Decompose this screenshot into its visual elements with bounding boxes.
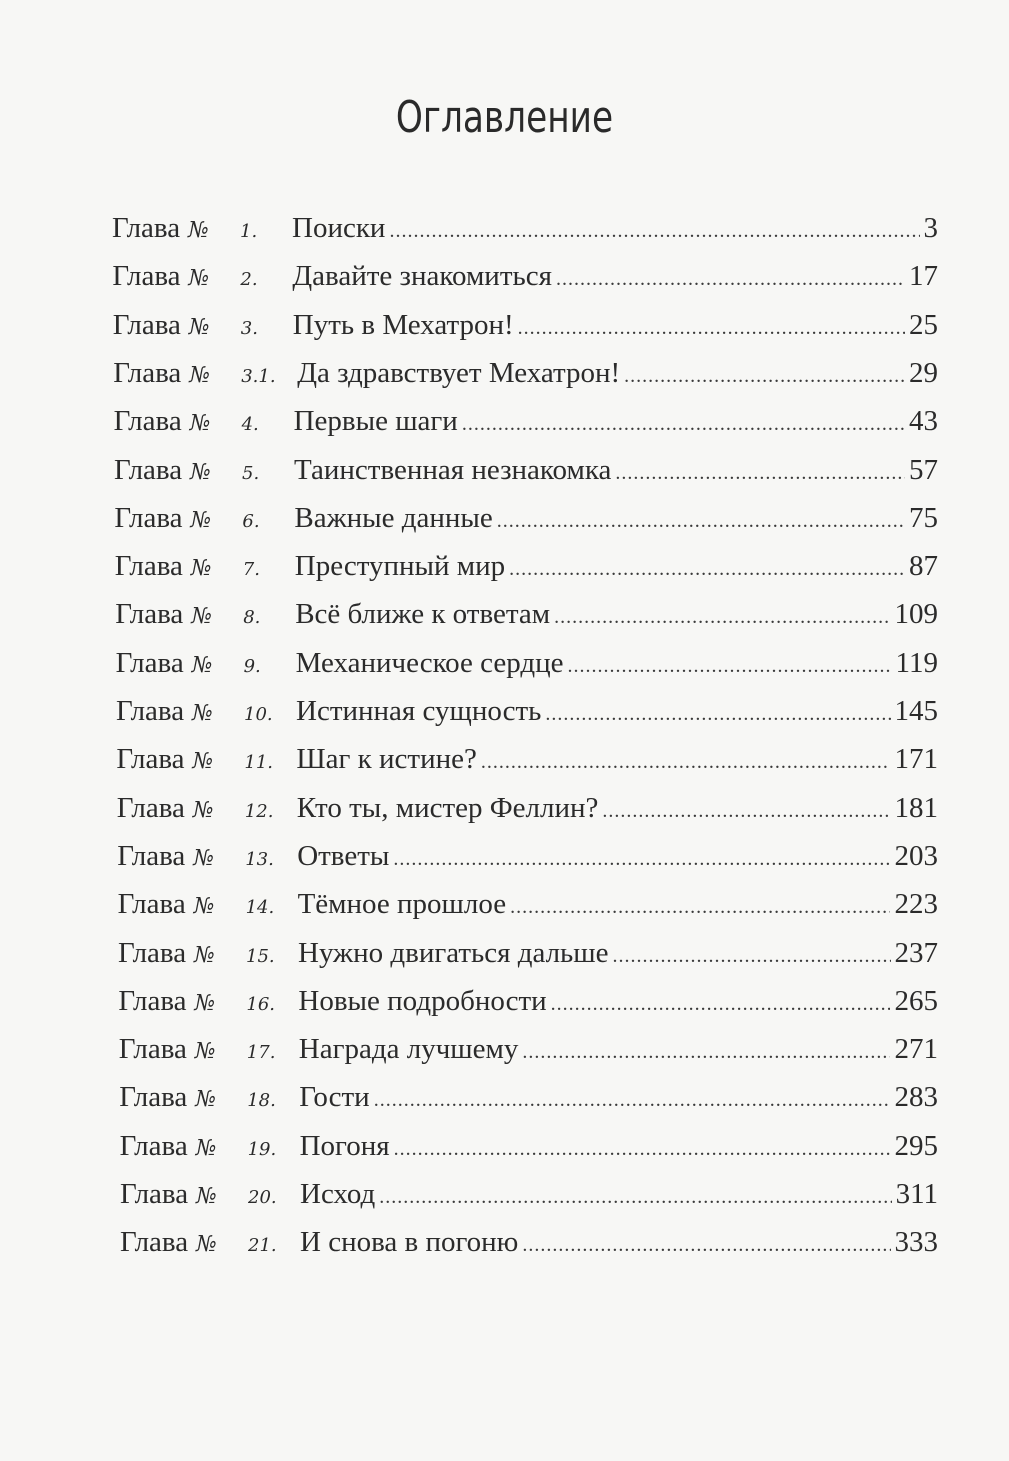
chapter-title: Исход xyxy=(300,1178,376,1210)
chapter-title: Преступный мир xyxy=(294,550,506,583)
page-title: Оглавление xyxy=(395,92,614,143)
chapter-number: 4. xyxy=(241,414,259,436)
chapter-word: Глава xyxy=(112,308,181,341)
dot-leader xyxy=(568,655,892,678)
chapter-title: Всё ближе к ответам xyxy=(295,598,551,631)
dot-leader xyxy=(556,268,905,291)
page-number: 29 xyxy=(908,356,938,389)
page-number: 271 xyxy=(894,1033,938,1066)
page-number: 109 xyxy=(894,598,938,631)
number-sign: № xyxy=(195,1135,218,1161)
chapter-number: 15. xyxy=(246,945,275,967)
page-number: 87 xyxy=(908,550,938,583)
chapter-title: Важные данные xyxy=(294,501,493,534)
dot-leader xyxy=(554,606,890,629)
page-number: 145 xyxy=(894,695,938,727)
chapter-word: Глава xyxy=(114,550,183,583)
chapter-title: Шаг к истине? xyxy=(296,743,477,776)
toc-entry xyxy=(112,212,938,252)
chapter-title: Истинная сущность xyxy=(296,695,542,727)
dot-leader xyxy=(602,800,890,823)
chapter-number: 7. xyxy=(242,559,260,581)
chapter-title: Путь в Мехатрон! xyxy=(292,308,514,341)
dot-leader xyxy=(462,413,905,436)
chapter-word: Глава xyxy=(116,791,185,824)
toc-entry xyxy=(117,840,938,880)
chapter-word: Глава xyxy=(118,936,187,969)
chapter-word: Глава xyxy=(117,888,186,921)
dot-leader xyxy=(497,510,905,533)
chapter-title: И снова в погоню xyxy=(300,1226,519,1259)
chapter-title: Гости xyxy=(299,1081,370,1114)
page-number: 223 xyxy=(894,888,938,921)
chapter-number: 6. xyxy=(242,510,260,532)
chapter-word: Глава xyxy=(119,1081,188,1114)
chapter-word: Глава xyxy=(118,1033,187,1066)
chapter-title: Нужно двигаться дальше xyxy=(298,936,609,969)
chapter-number: 3.1. xyxy=(241,365,276,387)
chapter-number: 18. xyxy=(247,1090,276,1112)
toc-entry xyxy=(118,985,938,1025)
number-sign: № xyxy=(196,1184,218,1209)
chapter-word: Глава xyxy=(113,405,182,438)
number-sign: № xyxy=(192,701,214,726)
chapter-word: Глава xyxy=(116,743,185,776)
chapter-word: Глава xyxy=(114,453,183,486)
toc-entry xyxy=(115,550,938,590)
chapter-number: 13. xyxy=(245,848,274,870)
number-sign: № xyxy=(189,362,212,388)
number-sign: № xyxy=(191,604,214,630)
chapter-word: Глава xyxy=(113,356,182,389)
toc-entry xyxy=(113,357,938,397)
page-number: 283 xyxy=(894,1081,938,1114)
dot-leader xyxy=(481,751,891,774)
chapter-title: Давайте знакомиться xyxy=(292,260,552,293)
page-number: 181 xyxy=(894,791,938,824)
number-sign: № xyxy=(195,1087,218,1113)
number-sign: № xyxy=(192,749,215,775)
chapter-title: Да здравствует Мехатрон! xyxy=(297,356,621,389)
chapter-word: Глава xyxy=(117,839,186,872)
number-sign: № xyxy=(188,218,210,243)
dot-leader xyxy=(545,703,890,726)
chapter-title: Механическое сердце xyxy=(295,646,564,679)
chapter-word: Глава xyxy=(119,1129,188,1162)
chapter-title: Новые подробности xyxy=(298,984,547,1017)
chapter-number: 16. xyxy=(246,993,276,1015)
toc-entry xyxy=(112,260,938,300)
dot-leader xyxy=(613,945,891,968)
dot-leader xyxy=(522,1234,890,1257)
chapter-number: 1. xyxy=(240,221,258,242)
toc-entry xyxy=(117,792,938,832)
page-number: 3 xyxy=(923,212,938,244)
toc-entry xyxy=(119,1081,938,1121)
page-number: 171 xyxy=(894,743,938,776)
chapter-word: Глава xyxy=(116,695,185,727)
chapter-title: Таинственная незнакомка xyxy=(294,453,612,486)
number-sign: № xyxy=(193,845,216,871)
dot-leader xyxy=(510,896,890,919)
page-number: 295 xyxy=(894,1129,938,1162)
chapter-number: 9. xyxy=(243,655,261,677)
chapter-title: Ответы xyxy=(297,839,390,872)
dot-leader xyxy=(551,993,891,1016)
chapter-number: 3. xyxy=(240,317,258,339)
number-sign: № xyxy=(190,459,212,485)
number-sign: № xyxy=(194,942,216,968)
toc-entry xyxy=(113,309,938,349)
chapter-word: Глава xyxy=(120,1178,189,1210)
number-sign: № xyxy=(189,411,212,437)
chapter-word: Глава xyxy=(120,1226,189,1259)
page-number: 75 xyxy=(908,501,938,534)
chapter-number: 21. xyxy=(248,1235,277,1257)
chapter-number: 11. xyxy=(244,752,274,774)
number-sign: № xyxy=(191,652,214,678)
chapter-word: Глава xyxy=(114,501,183,534)
chapter-number: 8. xyxy=(243,607,261,629)
page-number: 43 xyxy=(908,405,938,438)
chapter-number: 20. xyxy=(248,1187,277,1208)
dot-leader xyxy=(522,1041,890,1064)
chapter-number: 5. xyxy=(242,462,260,484)
page-number: 17 xyxy=(908,260,938,293)
dot-leader xyxy=(389,220,919,243)
dot-leader xyxy=(509,558,905,581)
chapter-title: Поиски xyxy=(292,212,386,244)
chapter-number: 12. xyxy=(244,800,274,822)
toc-entry xyxy=(119,1033,938,1073)
dot-leader xyxy=(518,317,905,340)
number-sign: № xyxy=(194,1039,217,1065)
toc-entry xyxy=(116,695,938,735)
chapter-number: 10. xyxy=(244,704,273,725)
toc-entry xyxy=(118,937,938,977)
chapter-title: Кто ты, мистер Феллин? xyxy=(296,791,599,824)
toc-entry xyxy=(114,454,938,494)
page-number: 119 xyxy=(895,646,938,679)
chapter-word: Глава xyxy=(115,598,184,631)
chapter-word: Глава xyxy=(112,212,181,244)
page-number: 237 xyxy=(894,936,938,969)
dot-leader xyxy=(379,1186,891,1209)
number-sign: № xyxy=(194,990,217,1016)
number-sign: № xyxy=(190,507,213,533)
dot-leader xyxy=(374,1089,891,1112)
page-number: 25 xyxy=(908,308,938,341)
chapter-word: Глава xyxy=(112,260,181,293)
chapter-title: Тёмное прошлое xyxy=(297,888,507,921)
toc-entry xyxy=(120,1130,938,1170)
chapter-word: Глава xyxy=(115,646,184,679)
dot-leader xyxy=(624,365,905,388)
dot-leader xyxy=(615,462,905,485)
toc-entry xyxy=(114,502,938,542)
dot-leader xyxy=(394,1138,891,1161)
chapter-number: 2. xyxy=(240,269,258,291)
toc-entry xyxy=(114,405,938,445)
toc-entry xyxy=(120,1178,938,1218)
number-sign: № xyxy=(192,797,215,823)
dot-leader xyxy=(393,848,890,871)
toc-entry xyxy=(116,647,938,687)
chapter-number: 14. xyxy=(245,897,275,919)
toc-entry xyxy=(115,598,938,638)
chapter-title: Первые шаги xyxy=(293,405,458,438)
page-number: 203 xyxy=(894,839,938,872)
toc-entry xyxy=(116,743,938,783)
page-number: 311 xyxy=(895,1178,938,1210)
number-sign: № xyxy=(188,314,211,340)
chapter-number: 19. xyxy=(247,1138,277,1160)
number-sign: № xyxy=(188,266,211,292)
number-sign: № xyxy=(193,894,216,920)
page-number: 333 xyxy=(894,1226,938,1259)
toc-entry xyxy=(118,888,938,928)
chapter-title: Награда лучшему xyxy=(298,1033,519,1066)
chapter-number: 17. xyxy=(246,1042,276,1064)
toc-entry xyxy=(120,1226,938,1266)
chapter-title: Погоня xyxy=(299,1129,390,1162)
page-number: 265 xyxy=(894,984,938,1017)
page-number: 57 xyxy=(909,453,938,486)
number-sign: № xyxy=(196,1232,218,1258)
number-sign: № xyxy=(190,556,213,582)
chapter-word: Глава xyxy=(118,984,187,1017)
